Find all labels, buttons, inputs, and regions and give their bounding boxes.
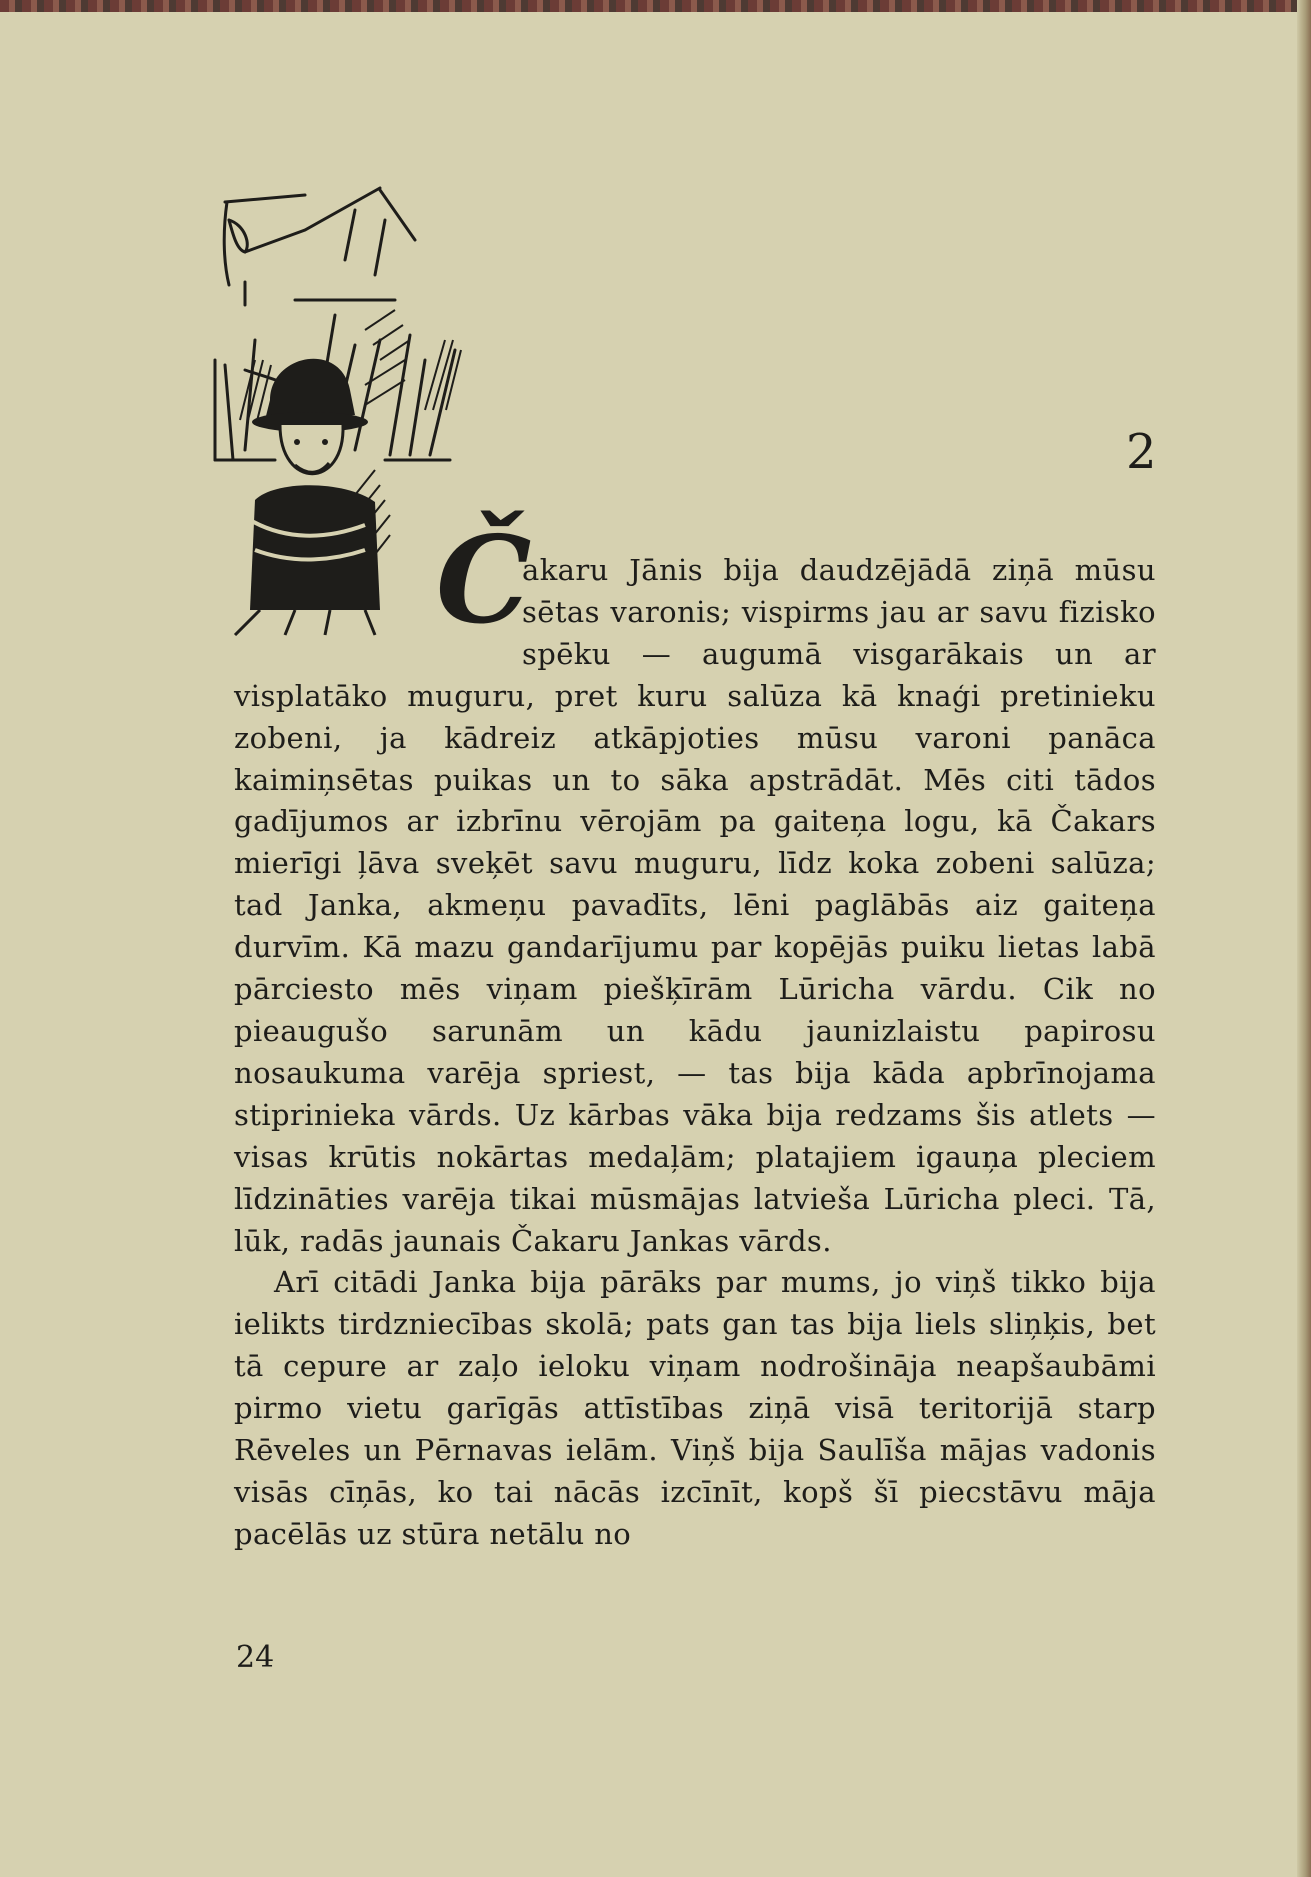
- drop-cap-glyph: Č: [436, 510, 532, 651]
- drop-cap-space: [234, 550, 522, 634]
- page-right-edge: [1297, 0, 1311, 1877]
- paragraph-2: Arī citādi Janka bija pārāks par mums, jo viņš tikko bija ielikts tirdzniecības skolā; pats gan tas bija liels sliņķis, bet tā cepure ar zaļo ieloku viņam nodrošināja neapšaubāmi pirmo vietu garīgās attīstības ziņā visā teritorijā starp Rēveles un Pērnavas ielām. Viņš bija Saulīša mājas vadonis visās cīņās, ko tai nācās izcīnīt, kopš šī piecstāvu māja pacēlās uz stūra netālu no: [234, 1265, 1156, 1551]
- paragraph-1: [234, 550, 1156, 1262]
- paragraph-1-text: akaru Jānis bija daudzējādā ziņā mūsu sētas varonis; vispirms jau ar savu fizisko spēku — augumā visgarākais un ar visplatāko muguru, pret kuru salūza kā knaģi pretinieku zobeni, ja kādreiz atkāpjoties mūsu varoni panāca kaimiņsētas puikas un to sāka apstrādāt. Mēs citi tādos gadījumos ar izbrīnu vērojām pa gaiteņa logu, kā Čakars mierīgi ļāva sveķēt savu muguru, līdz koka zobeni salūza; tad Janka, akmeņu pavadīts, lēni paglābās aiz gaiteņa durvīm. Kā mazu gandarījumu par kopējās puiku lietas labā pārciesto mēs viņam piešķīrām Lūricha vārdu. Cik no pieaugušo sarunām un kādu jaunizlaistu papirosu nosaukuma varēja spriest, — tas bija kāda apbrīnojama stiprinieka vārds. Uz kārbas vāka bija redzams šis atlets — visas krūtis nokārtas medaļām; platajiem igauņa pleciem līdzināties varēja tikai mūsmājas latvieša Lūricha pleci. Tā, lūk, radās jaunais Čakaru Jankas vārds.: [234, 553, 1156, 1258]
- page-top-edge: [0, 0, 1311, 12]
- chapter-body: [234, 550, 1156, 1556]
- chapter-number: 2: [1126, 424, 1157, 480]
- page-number: 24: [236, 1640, 275, 1675]
